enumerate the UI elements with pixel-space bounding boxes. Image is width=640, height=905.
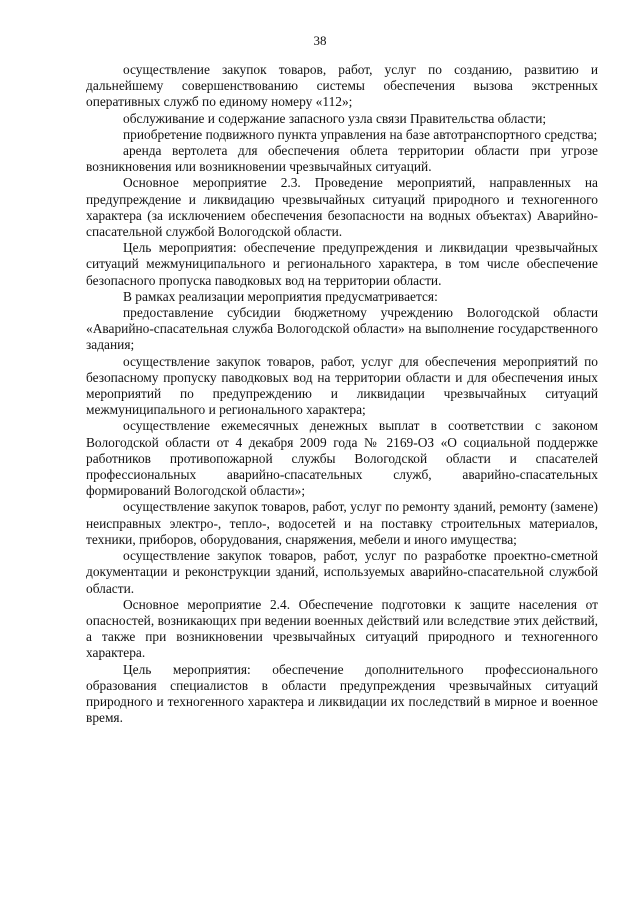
paragraph: Основное мероприятие 2.3. Проведение мероприятий, направленных на предупреждение и ликвидацию чрезвычайных ситуаций природного и техногенного характера (за исключением обеспечения безопасности на водных объектах) Аварийно-спасательной службой Вологодской области. bbox=[86, 175, 598, 240]
paragraph: осуществление ежемесячных денежных выплат в соответствии с законом Вологодской области от 4 декабря 2009 года № 2169-ОЗ «О социальной поддержке работников противопожарной службы Вологодской области и спасателей профессиональных аварийно-спасательных служб, аварийно-спасательных формирований Вологодской области»; bbox=[86, 418, 598, 499]
document-body bbox=[86, 62, 598, 726]
paragraph: Цель мероприятия: обеспечение дополнительного профессионального образования специалистов в области предупреждения чрезвычайных ситуаций природного и техногенного характера и ликвидации их последствий в мирное и военное время. bbox=[86, 661, 598, 726]
paragraph: предоставление субсидии бюджетному учреждению Вологодской области «Аварийно-спасательная служба Вологодской области» на выполнение государственного задания; bbox=[86, 305, 598, 353]
paragraph: осуществление закупок товаров, работ, услуг по разработке проектно-сметной документации и реконструкции зданий, используемых аварийно-спасательной службой области. bbox=[86, 548, 598, 596]
paragraph: осуществление закупок товаров, работ, услуг по созданию, развитию и дальнейшему совершенствованию системы обеспечения вызова экстренных оперативных служб по единому номеру «112»; bbox=[86, 62, 598, 110]
paragraph: приобретение подвижного пункта управления на базе автотранспортного средства; bbox=[123, 126, 598, 142]
paragraph: осуществление закупок товаров, работ, услуг для обеспечения мероприятий по безопасному пропуску паводковых вод на территории области и для обеспечения иных мероприятий по предупреждению и ликвидации чрезвычайных ситуаций межмуниципального и регионального характера; bbox=[86, 353, 598, 418]
page-number: 38 bbox=[313, 33, 327, 48]
paragraph: осуществление закупок товаров, работ, услуг по ремонту зданий, ремонту (замене) неисправных электро-, тепло-, водосетей и на поставку строительных материалов, техники, приборов, оборудования, снаряжения, мебели и иного имущества; bbox=[86, 499, 598, 547]
paragraph: аренда вертолета для обеспечения облета территории области при угрозе возникновения или возникновении чрезвычайных ситуаций. bbox=[86, 143, 598, 175]
paragraph: В рамках реализации мероприятия предусматривается: bbox=[123, 288, 438, 304]
paragraph: обслуживание и содержание запасного узла связи Правительства области; bbox=[123, 110, 547, 126]
paragraph: Цель мероприятия: обеспечение предупреждения и ликвидации чрезвычайных ситуаций межмуниципального и регионального характера, в том числе обеспечение безопасного пропуска паводковых вод на территории области. bbox=[86, 240, 598, 288]
paragraph: Основное мероприятие 2.4. Обеспечение подготовки к защите населения от опасностей, возникающих при ведении военных действий или вследствие этих действий, а также при возникновении чрезвычайных ситуаций природного и техногенного характера. bbox=[86, 596, 598, 661]
